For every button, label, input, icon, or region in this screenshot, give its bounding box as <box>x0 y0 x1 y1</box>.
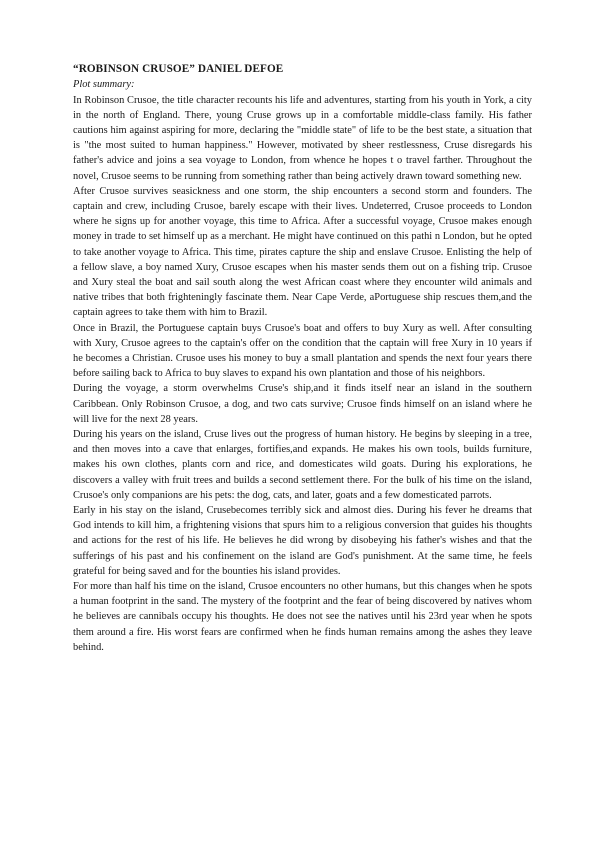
paragraph-footprint: For more than half his time on the island, Crusoe encounters no other humans, but this changes when he spots a human footprint in the sand. The mystery of the footprint and the fear of being discovered by natives whom he believes are cannibals occupy his thoughts. He does not see the natives until his 23rd year when he spots them around a fire. His worst fears are confirmed when he finds human remains among the ashes they leave behind. <box>73 581 532 653</box>
plot-summary-heading: Plot summary: <box>73 79 135 90</box>
paragraph-shipwreck: During the voyage, a storm overwhelms Cruse's ship,and it finds itself near an island in the southern Caribbean. Only Robinson Crusoe, a dog, and two cats survive; Crusoe finds himself on an island where he will live for the next 28 years. <box>73 383 532 425</box>
paragraph-childhood: In Robinson Crusoe, the title character recounts his life and adventures, starting from his youth in York, a city in the north of England. There, young Cruse grows up in a comfortable middle-class family. His father cautions him against aspiring for more, declaring the "middle state" of life to be the best state, a situation that is "the most suited to human happiness." However, motivated by sheer restlessness, Cruse disregards his father's advice and joins a sea voyage to London, from whence he hopes t o travel farther. Throughout the novel, Crusoe seems to be running from something rather than being actively drawn toward something new. <box>73 94 532 182</box>
paragraph-island-life: During his years on the island, Cruse lives out the progress of human history. He begins by sleeping in a tree, and then moves into a cave that enlarges, fortifies,and expands. He makes his own tools, builds furniture, makes his own clothes, plants corn and rice, and domesticates wild goats. During his explorations, he discovers a valley with fruit trees and builds a second settlement there. For the bulk of his time on the island, Crusoe's only companions are his pets: the dog, cats, and later, goats and a few domesticated parrots. <box>73 428 532 501</box>
document-page <box>73 62 532 655</box>
paragraph-conversion: Early in his stay on the island, Crusebecomes terribly sick and almost dies. During his fever he dreams that God intends to kill him, a frightening visions that spurs him to a religious conversion that guides his thoughts and actions for the rest of his life. He believes he did wrong by disobeying his father's wishes and that the sufferings of his past and his confinement on the island are God's punishment. At the same time, he feels grateful for being saved and for the bounties his island provides. <box>73 504 532 577</box>
paragraph-early-voyages: After Crusoe survives seasickness and one storm, the ship encounters a second storm and founders. The captain and crew, including Crusoe, barely escape with their lives. Undeterred, Crusoe proceeds to London where he signs up for another voyage, this time to Africa. After a successful voyage, Crusoe makes enough money in trade to set himself up as a merchant. He might have continued on this pathi n London, but he opted to take another voyage to Africa. This time, pirates capture the ship and enslave Crusoe. Enlisting the help of a fellow slave, a boy named Xury, Crusoe escapes when his master sends them out on a fishing trip. Crusoe and Xury steal the boat and sail south along the west African coast where they encounter wild animals and native tribes that both frighteningly fascinate them. Near Cape Verde, aPortuguese ship rescues them,and the captain agrees to take them with him to Brazil. <box>73 185 532 319</box>
paragraph-brazil: Once in Brazil, the Portuguese captain buys Crusoe's boat and offers to buy Xury as well. After consulting with Xury, Crusoe agrees to the captain's offer on the condition that the captain will free Xury in 10 years if he becomes a Christian. Crusoe uses his money to buy a small plantation and spends the next four years there before sailing back to Africa to buy slaves to expand his own plantation and those of his neighbors. <box>73 322 532 380</box>
document-title: “ROBINSON CRUSOE” DANIEL DEFOE <box>73 63 284 75</box>
